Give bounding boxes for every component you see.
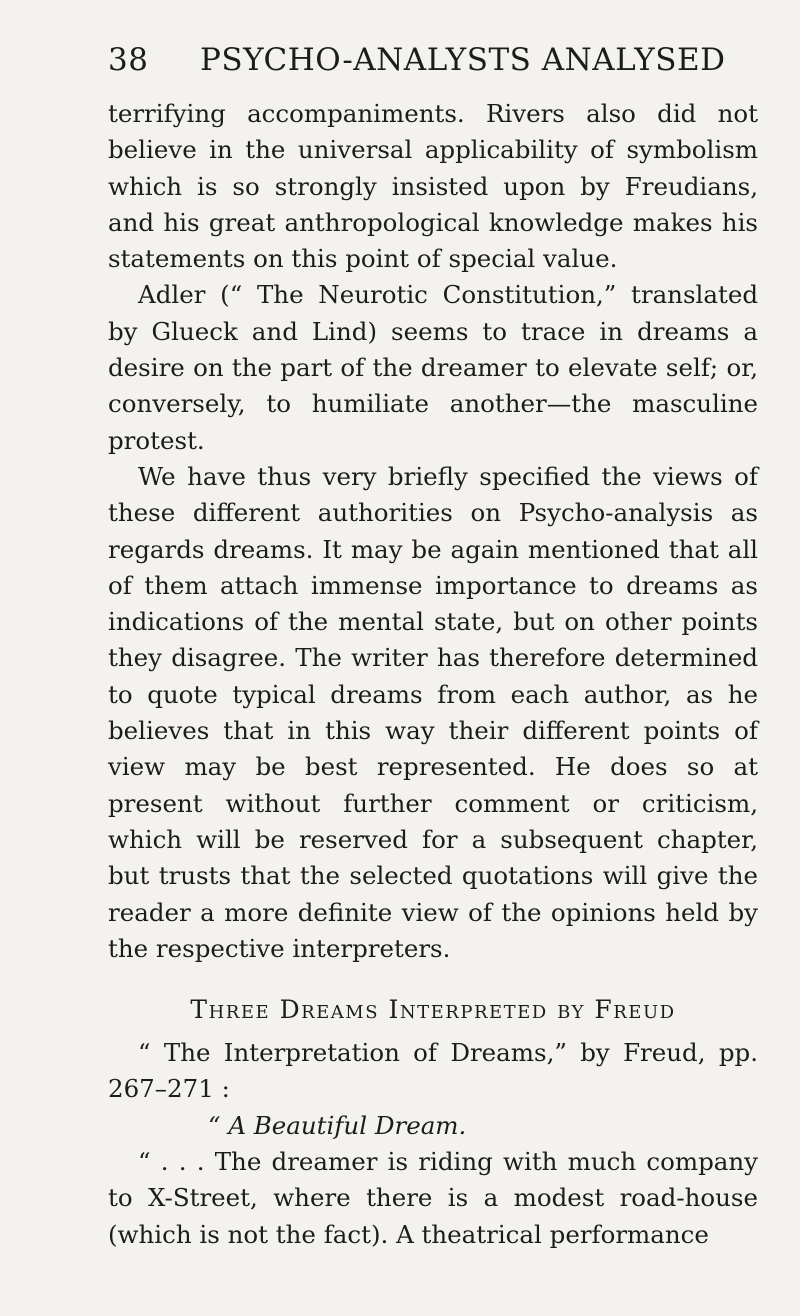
running-head — [108, 40, 758, 96]
paragraph-summary: We have thus very briefly specified the views of these different authorities on Psycho-analysis as regards dreams. It may be again mentioned that all of them attach immense importance to dreams as indications of the mental state, but on other points they disagree. The writer has therefore determined to quote typical dreams from each author, as he believes that in this way their different points of view may be best represented. He does so at present without further comment or criticism, which will be reserved for a subsequent chapter, but trusts that the selected quotations will give the reader a more definite view of the opinions held by the respective interpreters. — [108, 461, 758, 963]
dream-title: “ A Beautiful Dream. — [208, 1110, 467, 1140]
book-page — [108, 40, 758, 1253]
paragraph-adler: Adler (“ The Neurotic Constitution,” translated by Glueck and Lind) seems to trace in dreams a desire on the part of the dreamer to elevate self; or, conversely, to humiliate another—the masculine protest. — [108, 280, 758, 455]
dream-text: “ . . . The dreamer is riding with much company to X-Street, where there is a modest road-house (which is not the fact). A theatrical performance — [108, 1147, 758, 1249]
section-heading: Three Dreams Interpreted by Freud — [190, 995, 676, 1025]
paragraph-rivers: terrifying accompaniments. Rivers also did not believe in the universal applicability of symbolism which is so strongly insisted upon by Freudians, and his great anthropological knowledge makes his statements on this point of special value. — [108, 99, 758, 274]
running-title: PSYCHO-ANALYSTS ANALYSED — [200, 42, 726, 78]
citation: “ The Interpretation of Dreams,” by Freud, pp. 267–271 : — [108, 1038, 758, 1104]
page-number: 38 — [108, 42, 149, 78]
